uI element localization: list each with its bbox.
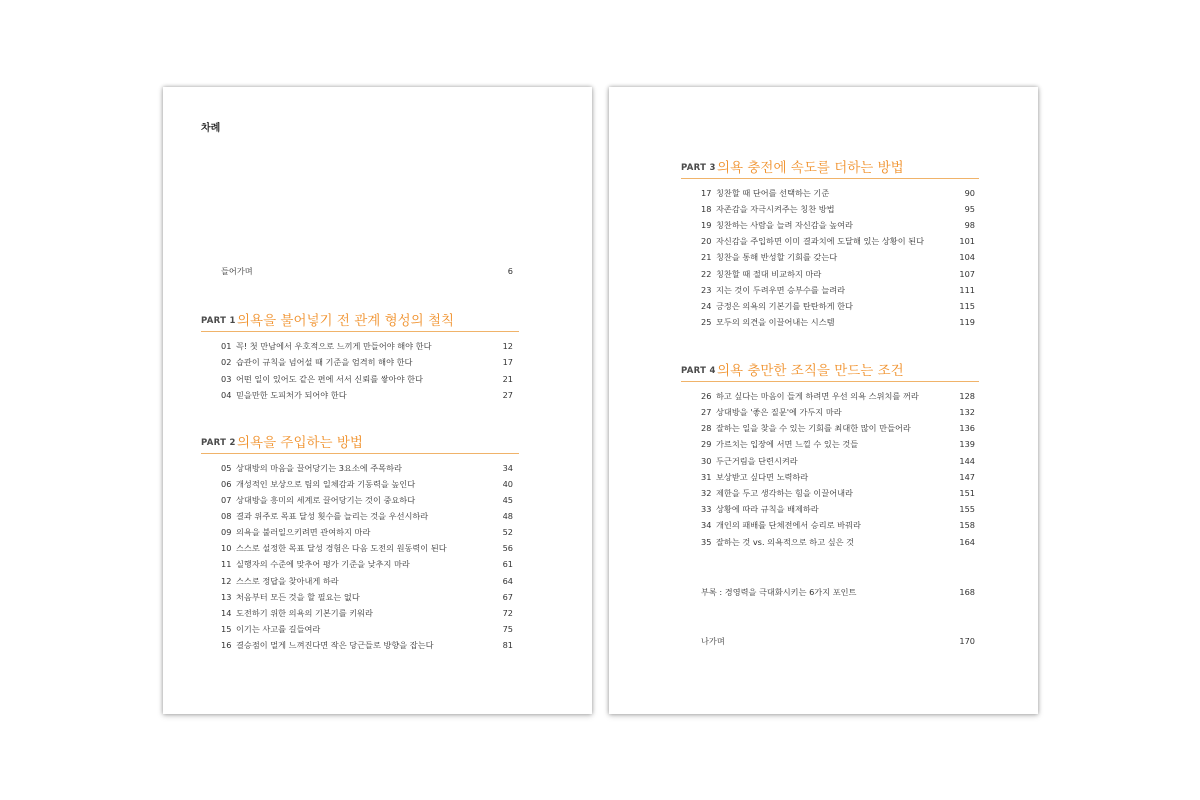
entry-page: 6 (507, 266, 513, 276)
entry-page: 21 (502, 374, 513, 384)
entry-number: 22 (701, 269, 712, 279)
entry-page: 72 (502, 608, 513, 618)
toc-entry (701, 407, 975, 419)
toc-entry (701, 188, 975, 200)
toc-entry (701, 317, 975, 329)
entry-page: 98 (964, 220, 975, 230)
entry-number: 14 (221, 608, 232, 618)
entry-number: 09 (221, 527, 232, 537)
entry-title: 결과 위주로 목표 달성 횟수를 늘리는 것을 우선시하라 (236, 511, 429, 521)
entry-number: 01 (221, 341, 232, 351)
entry-page: 95 (964, 204, 975, 214)
entry-number: 23 (701, 285, 712, 295)
entry-page: 104 (959, 252, 975, 262)
toc-entry (701, 439, 975, 451)
toc-entry (221, 527, 513, 539)
entry-title: 나가며 (701, 636, 725, 646)
entry-page: 144 (959, 456, 975, 466)
toc-entry (701, 456, 975, 468)
entry-number: 34 (701, 520, 712, 530)
entry-title: 어떤 일이 있어도 같은 편에 서서 신뢰를 쌓아야 한다 (236, 374, 423, 384)
entry-number: 29 (701, 439, 712, 449)
entry-page: 34 (502, 463, 513, 473)
entry-number: 21 (701, 252, 712, 262)
part-label: PART 3 (681, 163, 716, 173)
entry-title: 긍정은 의욕의 기본기를 탄탄하게 한다 (716, 301, 853, 311)
entry-number: 20 (701, 236, 712, 246)
toc-entry (221, 390, 513, 402)
entry-title: 잘하는 일을 찾을 수 있는 기회를 최대한 많이 만들어라 (716, 423, 911, 433)
toc-entry (221, 374, 513, 386)
toc-page-right (609, 87, 1038, 714)
entry-title: 습관이 규칙을 넘어설 때 기준을 엄격히 해야 한다 (236, 357, 413, 367)
entry-number: 15 (221, 624, 232, 634)
toc-entry-outro (701, 636, 975, 647)
entry-page: 40 (502, 479, 513, 489)
entry-page: 67 (502, 592, 513, 602)
entry-page: 132 (959, 407, 975, 417)
toc-entry (701, 391, 975, 403)
toc-entry (221, 511, 513, 523)
entry-page: 90 (964, 188, 975, 198)
entry-number: 16 (221, 640, 232, 650)
part-label: PART 2 (201, 438, 236, 448)
entry-title: 칭찬하는 사람을 늘려 자신감을 높여라 (716, 220, 853, 230)
entry-page: 147 (959, 472, 975, 482)
entry-title: 부록 : 경영력을 극대화시키는 6가지 포인트 (701, 587, 857, 597)
entry-number: 26 (701, 391, 712, 401)
entry-title: 개성적인 보상으로 팀의 일체감과 기동력을 높인다 (236, 479, 416, 489)
entry-title: 자신감을 주입하면 이미 결과치에 도달해 있는 상황이 된다 (716, 236, 925, 246)
entry-title: 스스로 정답을 찾아내게 하라 (236, 576, 339, 586)
toc-entry (221, 640, 513, 652)
entry-title: 결승점이 멀게 느껴진다면 작은 당근들로 방향을 잡는다 (236, 640, 434, 650)
toc-entry (701, 520, 975, 532)
toc-entry (701, 472, 975, 484)
toc-entry (701, 537, 975, 549)
toc-entry (221, 576, 513, 588)
entry-page: 52 (502, 527, 513, 537)
entry-number: 35 (701, 537, 712, 547)
entry-number: 27 (701, 407, 712, 417)
toc-entry (221, 624, 513, 636)
entry-number: 25 (701, 317, 712, 327)
entry-page: 56 (502, 543, 513, 553)
part-title: 의욕 충전에 속도를 더하는 방법 (717, 160, 904, 176)
toc-entry (701, 236, 975, 248)
toc-page-left (163, 87, 592, 714)
entry-page: 136 (959, 423, 975, 433)
entry-page: 164 (959, 537, 975, 547)
entry-title: 칭찬을 통해 반성할 기회를 갖는다 (716, 252, 838, 262)
entry-page: 111 (959, 285, 975, 295)
entry-page: 158 (959, 520, 975, 530)
toc-entry (221, 341, 513, 353)
toc-entry (701, 488, 975, 500)
part-header (201, 309, 519, 332)
toc-entry (221, 543, 513, 555)
entry-title: 지는 것이 두려우면 승부수를 늘려라 (716, 285, 846, 295)
entry-title: 상대방을 '좋은 질문'에 가두지 마라 (716, 407, 842, 417)
entry-number: 28 (701, 423, 712, 433)
entry-title: 도전하기 위한 의욕의 기본기를 키워라 (236, 608, 373, 618)
toc-entry (701, 269, 975, 281)
entry-page: 119 (959, 317, 975, 327)
toc-entry (221, 608, 513, 620)
toc-entry (701, 252, 975, 264)
toc-entry (701, 204, 975, 216)
entry-title: 칭찬할 때 절대 비교하지 마라 (716, 269, 822, 279)
entry-number: 04 (221, 390, 232, 400)
entry-title: 가르치는 입장에 서면 느낄 수 있는 것들 (716, 439, 859, 449)
entry-page: 101 (959, 236, 975, 246)
entry-title: 제한을 두고 생각하는 힘을 이끌어내라 (716, 488, 853, 498)
entry-title: 칭찬할 때 단어를 선택하는 기준 (716, 188, 830, 198)
entry-title: 상황에 따라 규칙을 배제하라 (716, 504, 819, 514)
entry-number: 17 (701, 188, 712, 198)
entry-page: 151 (959, 488, 975, 498)
entry-title: 상대방의 마음을 끌어당기는 3요소에 주목하라 (236, 463, 402, 473)
entry-number: 03 (221, 374, 232, 384)
part-header (681, 156, 979, 179)
entry-page: 17 (502, 357, 513, 367)
entry-page: 115 (959, 301, 975, 311)
entry-number: 13 (221, 592, 232, 602)
part-title: 의욕을 불어넣기 전 관계 형성의 철칙 (237, 313, 455, 329)
entry-number: 12 (221, 576, 232, 586)
entry-title: 두근거림을 단련시켜라 (716, 456, 798, 466)
entry-number: 19 (701, 220, 712, 230)
entry-page: 61 (502, 559, 513, 569)
entry-page: 27 (502, 390, 513, 400)
entry-number: 18 (701, 204, 712, 214)
entry-page: 45 (502, 495, 513, 505)
entry-number: 07 (221, 495, 232, 505)
entry-page: 168 (959, 587, 975, 597)
toc-entry (701, 220, 975, 232)
entry-title: 실행자의 수준에 맞추어 평가 기준을 낮추지 마라 (236, 559, 410, 569)
entry-page: 139 (959, 439, 975, 449)
toc-entry (701, 504, 975, 516)
toc-entry (221, 479, 513, 491)
entry-title: 모두의 의견을 이끌어내는 시스템 (716, 317, 835, 327)
entry-number: 06 (221, 479, 232, 489)
entry-title: 믿을만한 도피처가 되어야 한다 (236, 390, 347, 400)
entry-number: 10 (221, 543, 232, 553)
entry-page: 155 (959, 504, 975, 514)
entry-page: 12 (502, 341, 513, 351)
entry-page: 81 (502, 640, 513, 650)
entry-page: 48 (502, 511, 513, 521)
entry-title: 자존감을 자극시켜주는 칭찬 방법 (716, 204, 835, 214)
part-title: 의욕 충만한 조직을 만드는 조건 (717, 363, 904, 379)
part-title: 의욕을 주입하는 방법 (237, 435, 363, 451)
entry-number: 33 (701, 504, 712, 514)
entry-number: 02 (221, 357, 232, 367)
entry-page: 107 (959, 269, 975, 279)
entry-title: 하고 싶다는 마음이 들게 하려면 우선 의욕 스위치를 꺼라 (716, 391, 919, 401)
toc-entry-appendix (701, 587, 975, 598)
part-header (201, 431, 519, 454)
entry-title: 처음부터 모든 것을 할 필요는 없다 (236, 592, 360, 602)
entry-page: 75 (502, 624, 513, 634)
toc-entry (701, 285, 975, 297)
entry-title: 보상받고 싶다면 노력하라 (716, 472, 809, 482)
entry-number: 32 (701, 488, 712, 498)
entry-title: 개인의 패배를 단체전에서 승리로 바꿔라 (716, 520, 861, 530)
part-label: PART 4 (681, 366, 716, 376)
entry-page: 128 (959, 391, 975, 401)
entry-number: 08 (221, 511, 232, 521)
toc-entry-intro (221, 266, 513, 277)
toc-entry (701, 423, 975, 435)
entry-number: 11 (221, 559, 232, 569)
entry-title: 스스로 설정한 목표 달성 경험은 다음 도전의 원동력이 된다 (236, 543, 447, 553)
toc-entry (221, 559, 513, 571)
entry-title: 상대방을 흥미의 세계로 끌어당기는 것이 중요하다 (236, 495, 416, 505)
entry-title: 들어가며 (221, 266, 253, 276)
toc-entry (701, 301, 975, 313)
entry-number: 05 (221, 463, 232, 473)
part-label: PART 1 (201, 316, 236, 326)
entry-number: 24 (701, 301, 712, 311)
part-header (681, 359, 979, 382)
toc-entry (221, 463, 513, 475)
entry-title: 꼭! 첫 만남에서 우호적으로 느끼게 만들어야 해야 한다 (236, 341, 432, 351)
entry-page: 170 (959, 636, 975, 646)
entry-page: 64 (502, 576, 513, 586)
toc-entry (221, 357, 513, 369)
toc-title: 차례 (201, 123, 221, 134)
entry-title: 잘하는 것 vs. 의욕적으로 하고 싶은 것 (716, 537, 855, 547)
toc-entry (221, 592, 513, 604)
entry-number: 31 (701, 472, 712, 482)
entry-number: 30 (701, 456, 712, 466)
entry-title: 의욕을 불러일으키려면 관여하지 마라 (236, 527, 371, 537)
toc-entry (221, 495, 513, 507)
entry-title: 이기는 사고를 길들여라 (236, 624, 321, 634)
